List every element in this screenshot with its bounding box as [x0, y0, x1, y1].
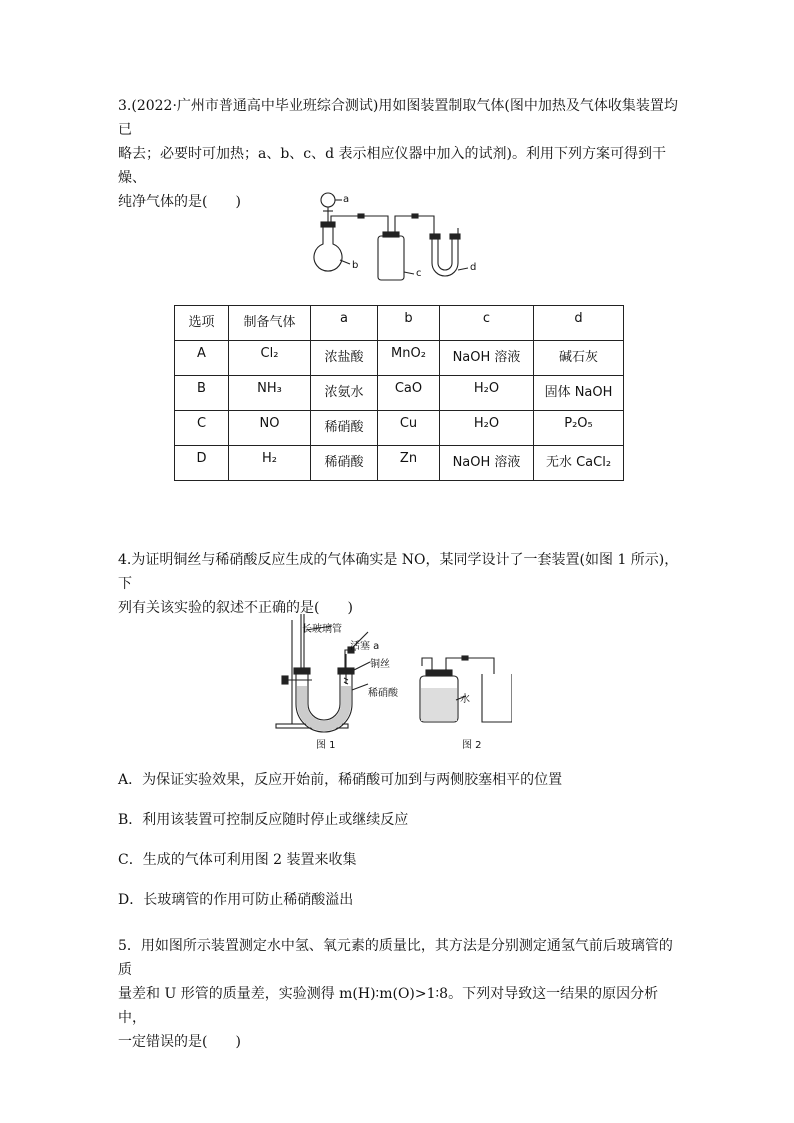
- gas-generation-apparatus-figure: [300, 188, 500, 288]
- option-d: D．长玻璃管的作用可防止稀硝酸溢出: [118, 892, 354, 908]
- table-cell: A: [175, 341, 229, 376]
- table-cell: Cl₂: [229, 341, 311, 376]
- table-header-row: [175, 306, 624, 341]
- q3-line-3: 纯净气体的是( ): [118, 194, 241, 210]
- table-cell: MnO₂: [378, 341, 440, 376]
- table-cell: C: [175, 411, 229, 446]
- option-c: C．生成的气体可利用图 2 装置来收集: [118, 852, 357, 868]
- header-cell: 选项: [175, 306, 229, 341]
- table-cell: H₂O: [440, 376, 534, 411]
- label-a: a: [343, 194, 350, 205]
- header-cell: 制备气体: [229, 306, 311, 341]
- table-cell: H₂O: [440, 411, 534, 446]
- header-cell: c: [440, 306, 534, 341]
- table-cell: 碱石灰: [534, 341, 624, 376]
- table-cell: Cu: [378, 411, 440, 446]
- table-cell: H₂: [229, 446, 311, 481]
- q4-line-1: 4.为证明铜丝与稀硝酸反应生成的气体确实是 NO，某同学设计了一套装置(如图 1 所示)，下: [118, 552, 679, 592]
- q3-line-1: 3.(2022·广州市普通高中毕业班综合测试)用如图装置制取气体(图中加热及气体收集装置均已: [118, 98, 678, 138]
- table-cell: CaO: [378, 376, 440, 411]
- question-4-text: [118, 548, 680, 620]
- table-row: [175, 446, 624, 481]
- label-long-tube: 长玻璃管: [302, 624, 342, 635]
- table-cell: 固体 NaOH: [534, 376, 624, 411]
- figure-2-caption: 图 2: [462, 740, 482, 751]
- table-cell: NH₃: [229, 376, 311, 411]
- table-cell: Zn: [378, 446, 440, 481]
- label-nitric-acid: 稀硝酸: [368, 688, 398, 699]
- table-row: [175, 411, 624, 446]
- reagent-table: [174, 305, 624, 481]
- q5-line-3: 一定错误的是( ): [118, 1034, 241, 1050]
- label-copper-wire: 铜丝: [370, 659, 390, 670]
- label-water: 水: [460, 694, 470, 705]
- table-cell: B: [175, 376, 229, 411]
- table-cell: NaOH 溶液: [440, 446, 534, 481]
- q5-line-2: 量差和 U 形管的质量差，实验测得 m(H)∶m(O)>1∶8。下列对导致这一结果的原因分析中，: [118, 986, 659, 1026]
- label-b: b: [352, 260, 359, 271]
- header-cell: a: [311, 306, 378, 341]
- table-cell: NO: [229, 411, 311, 446]
- table-cell: D: [175, 446, 229, 481]
- figure-1-caption: 图 1: [316, 740, 336, 751]
- header-cell: b: [378, 306, 440, 341]
- table-cell: 浓盐酸: [311, 341, 378, 376]
- label-c: c: [416, 268, 422, 279]
- q4-line-2: 列有关该实验的叙述不正确的是( ): [118, 600, 353, 616]
- question-5-text: [118, 934, 680, 1054]
- table-cell: 浓氨水: [311, 376, 378, 411]
- q3-line-2: 略去；必要时可加热；a、b、c、d 表示相应仪器中加入的试剂)。利用下列方案可得到干燥、: [118, 146, 667, 186]
- table-cell: 无水 CaCl₂: [534, 446, 624, 481]
- table-cell: P₂O₅: [534, 411, 624, 446]
- table-cell: NaOH 溶液: [440, 341, 534, 376]
- label-d: d: [470, 262, 477, 273]
- table-row: [175, 341, 624, 376]
- header-cell: d: [534, 306, 624, 341]
- label-stopcock: 活塞 a: [350, 641, 380, 652]
- q5-line-1: 5．用如图所示装置测定水中氢、氧元素的质量比，其方法是分别测定通氢气前后玻璃管的质: [118, 938, 673, 978]
- table-cell: 稀硝酸: [311, 446, 378, 481]
- option-a: A．为保证实验效果，反应开始前，稀硝酸可加到与两侧胶塞相平的位置: [118, 772, 563, 788]
- table-cell: 稀硝酸: [311, 411, 378, 446]
- table-row: [175, 376, 624, 411]
- option-b: B．利用该装置可控制反应随时停止或继续反应: [118, 812, 409, 828]
